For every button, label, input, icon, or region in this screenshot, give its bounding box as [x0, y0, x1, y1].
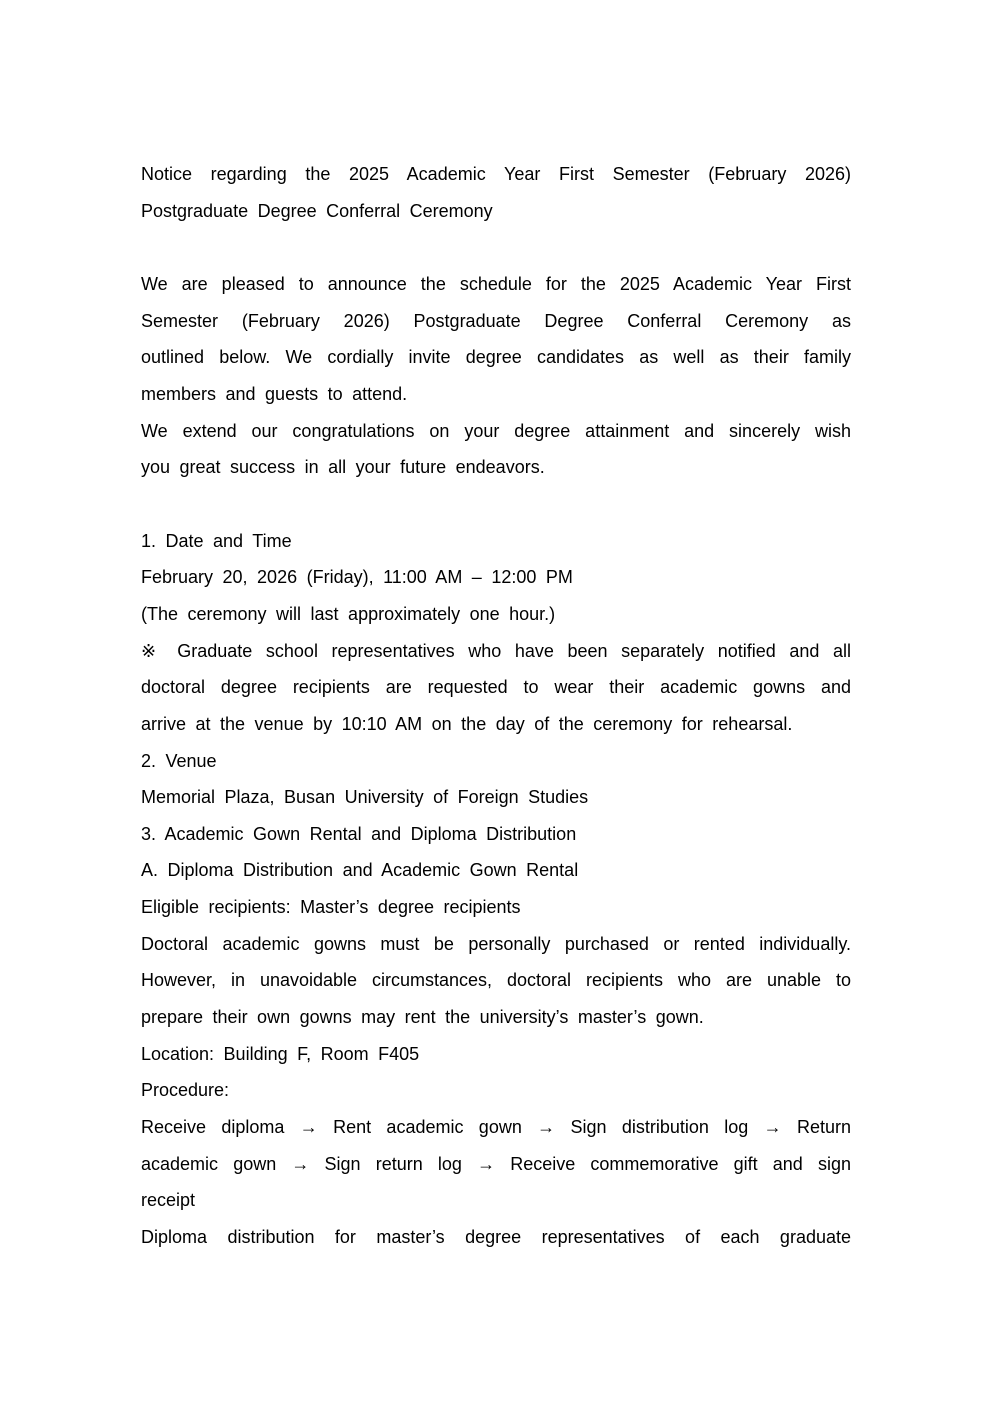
- document-line: February 20, 2026 (Friday), 11:00 AM – 12:00 PM: [141, 567, 573, 588]
- document-line: receipt: [141, 1190, 196, 1211]
- document-line: However, in unavoidable circumstances, doctoral recipients who are unable to: [141, 970, 851, 991]
- document-line: We are pleased to announce the schedule for the 2025 Academic Year First: [141, 273, 851, 294]
- document-line: Semester (February 2026) Postgraduate Degree Conferral Ceremony as: [141, 310, 851, 331]
- document-line: We extend our congratulations on your degree attainment and sincerely wish: [141, 420, 851, 441]
- document-line: members and guests to attend.: [141, 383, 408, 404]
- document-line: 2. Venue: [141, 750, 217, 771]
- blank-line: [141, 229, 851, 266]
- document-line: Location: Building F, Room F405: [141, 1043, 420, 1064]
- document-line: Memorial Plaza, Busan University of Foreign Studies: [141, 787, 589, 808]
- document-line: A. Diploma Distribution and Academic Gown Rental: [141, 860, 579, 881]
- document-line: Diploma distribution for master’s degree representatives of each graduate: [141, 1227, 851, 1248]
- document-line: doctoral degree recipients are requested to wear their academic gowns and: [141, 677, 851, 698]
- document-line: academic gown → Sign return log → Receive commemorative gift and sign: [141, 1153, 851, 1174]
- document-line: you great success in all your future endeavors.: [141, 457, 545, 478]
- document-line: outlined below. We cordially invite degree candidates as well as their family: [141, 347, 851, 368]
- document-line: arrive at the venue by 10:10 AM on the day of the ceremony for rehearsal.: [141, 713, 793, 734]
- document-line: 3. Academic Gown Rental and Diploma Distribution: [141, 823, 577, 844]
- document-line: (The ceremony will last approximately one hour.): [141, 603, 556, 624]
- document-line: Postgraduate Degree Conferral Ceremony: [141, 200, 493, 221]
- document-line: ※ Graduate school representatives who have been separately notified and all: [141, 640, 851, 661]
- document-line: Notice regarding the 2025 Academic Year First Semester (February 2026): [141, 164, 851, 184]
- document-line: Doctoral academic gowns must be personally purchased or rented individually.: [141, 933, 851, 954]
- blank-line: [141, 486, 851, 523]
- document-line: Procedure:: [141, 1080, 230, 1101]
- document-line: Receive diploma → Rent academic gown → Sign distribution log → Return: [141, 1117, 851, 1138]
- document-line: prepare their own gowns may rent the university’s master’s gown.: [141, 1007, 704, 1028]
- document-line: Eligible recipients: Master’s degree recipients: [141, 897, 521, 918]
- document-line: 1. Date and Time: [141, 530, 292, 551]
